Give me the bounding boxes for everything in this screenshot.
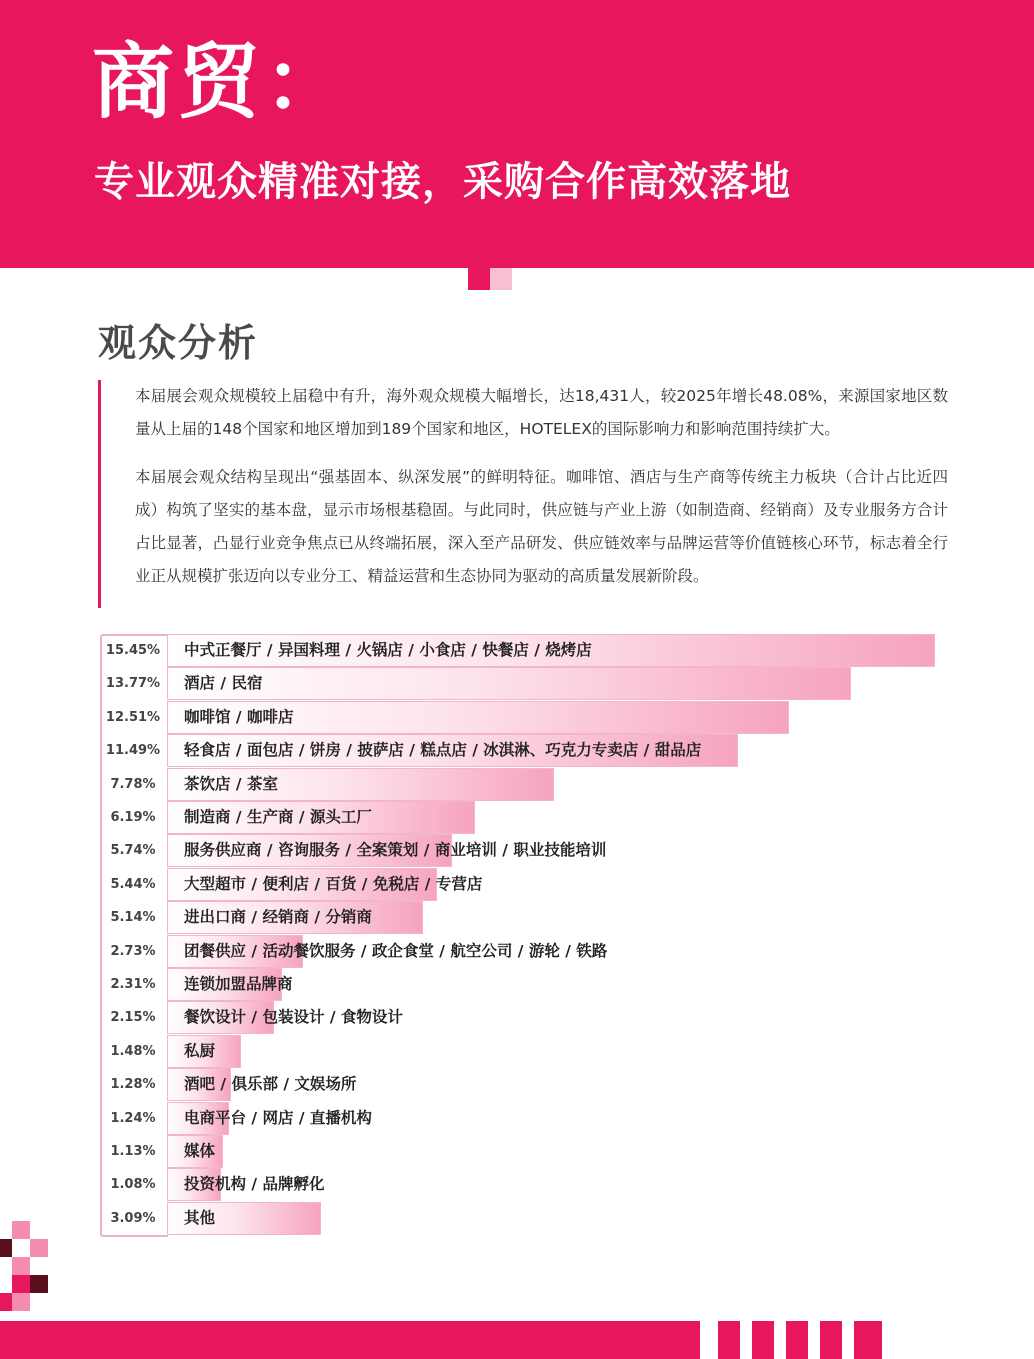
paragraph: 本届展会观众规模较上届稳中有升，海外观众规模大幅增长，达18,431人，较2025年增长48.08%，来源国家地区数量从上届的148个国家和地区增加到189个国家和地区，HOTELEX的国际影响力和影响范围持续扩大。 xyxy=(135,387,948,438)
bar-category-label: 投资机构 / 品牌孵化 xyxy=(184,1175,325,1193)
bar-value-label: 2.73% xyxy=(110,944,156,959)
bar-category-label: 连锁加盟品牌商 xyxy=(184,975,293,993)
bar-category-label: 轻食店 / 面包店 / 饼房 / 披萨店 / 糕点店 / 冰淇淋、巧克力专卖店 / 甜品店 xyxy=(184,741,702,759)
bar-value-label: 15.45% xyxy=(105,643,161,658)
page-subtitle: 专业观众精准对接，采购合作高效落地 xyxy=(94,159,791,205)
footer-stripe xyxy=(786,1321,808,1359)
bar-category-label: 酒吧 / 俱乐部 / 文娱场所 xyxy=(184,1075,357,1093)
bar-value-label: 1.08% xyxy=(110,1177,156,1192)
decor-square xyxy=(12,1293,30,1311)
decor-square xyxy=(30,1239,48,1257)
bar-category-label: 私厨 xyxy=(184,1042,216,1060)
bar-category-label: 团餐供应 / 活动餐饮服务 / 政企食堂 / 航空公司 / 游轮 / 铁路 xyxy=(184,942,608,960)
bar-value-label: 1.13% xyxy=(110,1144,156,1159)
bar-category-label: 制造商 / 生产商 / 源头工厂 xyxy=(184,808,372,826)
section-title: 观众分析 xyxy=(98,321,259,365)
bar-value-label: 1.48% xyxy=(110,1044,156,1059)
bar xyxy=(167,667,851,700)
bar-value-label: 2.15% xyxy=(110,1010,156,1025)
bar-value-label: 13.77% xyxy=(105,676,161,691)
decor-square xyxy=(0,1293,12,1311)
decor-square xyxy=(490,268,512,290)
footer-stripe xyxy=(718,1321,740,1359)
bar-category-label: 茶饮店 / 茶室 xyxy=(184,775,278,793)
bar-value-label: 11.49% xyxy=(105,743,161,758)
decor-square xyxy=(0,1239,12,1257)
description-block xyxy=(98,380,948,608)
bar-value-label: 6.19% xyxy=(110,810,156,825)
bar-category-label: 服务供应商 / 咨询服务 / 全案策划 / 商业培训 / 职业技能培训 xyxy=(184,841,607,859)
bar-category-label: 中式正餐厅 / 异国料理 / 火锅店 / 小食店 / 快餐店 / 烧烤店 xyxy=(184,641,592,659)
bar-value-label: 5.74% xyxy=(110,843,156,858)
bar-value-label: 7.78% xyxy=(110,777,156,792)
bar-value-label: 1.24% xyxy=(110,1111,156,1126)
bar-category-label: 咖啡馆 / 咖啡店 xyxy=(184,708,294,726)
paragraph: 本届展会观众结构呈现出“强基固本、纵深发展”的鲜明特征。咖啡馆、酒店与生产商等传统主力板块（合计占比近四成）构筑了坚实的基本盘，显示市场根基稳固。与此同时，供应链与产业上游（如制造商、经销商）及专业服务方合计占比显著，凸显行业竞争焦点已从终端拓展，深入至产品研发、供应链效率与品牌运营等价值链核心环节，标志着全行业正从规模扩张迈向以专业分工、精益运营和生态协同为驱动的高质量发展新阶段。 xyxy=(135,468,948,585)
bar-category-label: 酒店 / 民宿 xyxy=(184,674,263,692)
bar-value-label: 5.44% xyxy=(110,877,156,892)
decor-square xyxy=(490,248,512,268)
decor-square xyxy=(12,1221,30,1239)
page-title: 商贸： xyxy=(92,35,351,130)
decor-square xyxy=(468,268,490,290)
bar-value-label: 3.09% xyxy=(110,1211,156,1226)
bar-value-label: 12.51% xyxy=(105,710,161,725)
footer-bar xyxy=(0,1321,700,1359)
decor-square xyxy=(12,1257,30,1275)
decor-square xyxy=(12,1239,30,1257)
header-banner xyxy=(0,0,1034,268)
bar-value-label: 1.28% xyxy=(110,1077,156,1092)
bar-category-label: 电商平台 / 网店 / 直播机构 xyxy=(184,1109,372,1127)
footer-stripe xyxy=(820,1321,842,1359)
decor-square xyxy=(30,1275,48,1293)
footer-stripe xyxy=(874,1321,882,1359)
bar-value-label: 2.31% xyxy=(110,977,156,992)
bar-category-label: 餐饮设计 / 包装设计 / 食物设计 xyxy=(184,1008,403,1026)
bar-category-label: 大型超市 / 便利店 / 百货 / 免税店 / 专营店 xyxy=(184,875,483,893)
bar-category-label: 媒体 xyxy=(184,1142,216,1160)
footer-stripe xyxy=(752,1321,774,1359)
decor-square xyxy=(12,1275,30,1293)
footer-stripe xyxy=(854,1321,876,1359)
bar-category-label: 其他 xyxy=(184,1209,216,1227)
bar-category-label: 进出口商 / 经销商 / 分销商 xyxy=(184,908,372,926)
bar-value-label: 5.14% xyxy=(110,910,156,925)
